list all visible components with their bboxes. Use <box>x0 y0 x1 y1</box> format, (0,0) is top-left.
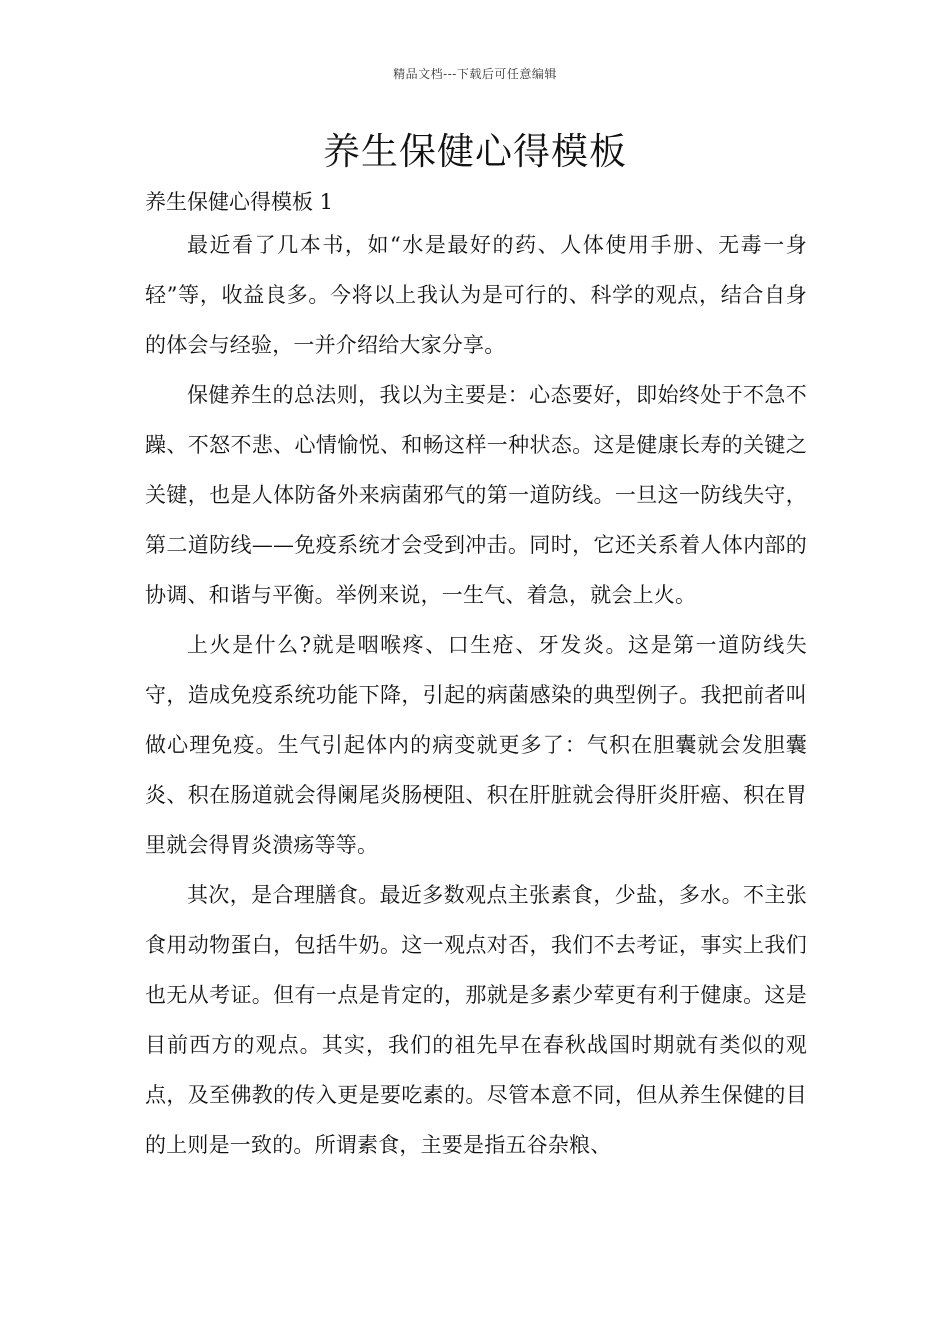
paragraph-1: 最近看了几本书，如“水是最好的药、人体使用手册、无毒一身轻”等，收益良多。今将以上我认为是可行的、科学的观点，结合自身的体会与经验，一并介绍给大家分享。 <box>145 233 807 357</box>
paragraph-4: 其次，是合理膳食。最近多数观点主张素食，少盐，多水。不主张食用动物蛋白，包括牛奶。这一观点对否，我们不去考证，事实上我们也无从考证。但有一点是肯定的，那就是多素少荤更有利于健康。这是目前西方的观点。其实，我们的祖先早在春秋战国时期就有类似的观点，及至佛教的传入更是要吃素的。尽管本意不同，但从养生保健的目的上则是一致的。所谓素食，主要是指五谷杂粮、 <box>145 883 807 1157</box>
paragraph-3: 上火是什么?就是咽喉疼、口生疮、牙发炎。这是第一道防线失守，造成免疫系统功能下降，引起的病菌感染的典型例子。我把前者叫做心理免疫。生气引起体内的病变就更多了：气积在胆囊就会发胆囊炎、积在肠道就会得阑尾炎肠梗阻、积在肝脏就会得肝炎肝癌、积在胃里就会得胃炎溃疡等等。 <box>145 633 807 857</box>
paragraph-2: 保健养生的总法则，我以为主要是：心态要好，即始终处于不急不躁、不怒不悲、心情愉悦、和畅这样一种状态。这是健康长寿的关键之关键，也是人体防备外来病菌邪气的第一道防线。一旦这一防线失守，第二道防线——免疫系统才会受到冲击。同时，它还关系着人体内部的协调、和谐与平衡。举例来说，一生气、着急，就会上火。 <box>145 383 807 607</box>
document-title: 养生保健心得模板 <box>323 130 627 173</box>
header-note: 精品文档---下载后可任意编辑 <box>393 67 557 81</box>
section-subtitle: 养生保健心得模板 1 <box>145 190 334 214</box>
document-body <box>145 184 807 1170</box>
